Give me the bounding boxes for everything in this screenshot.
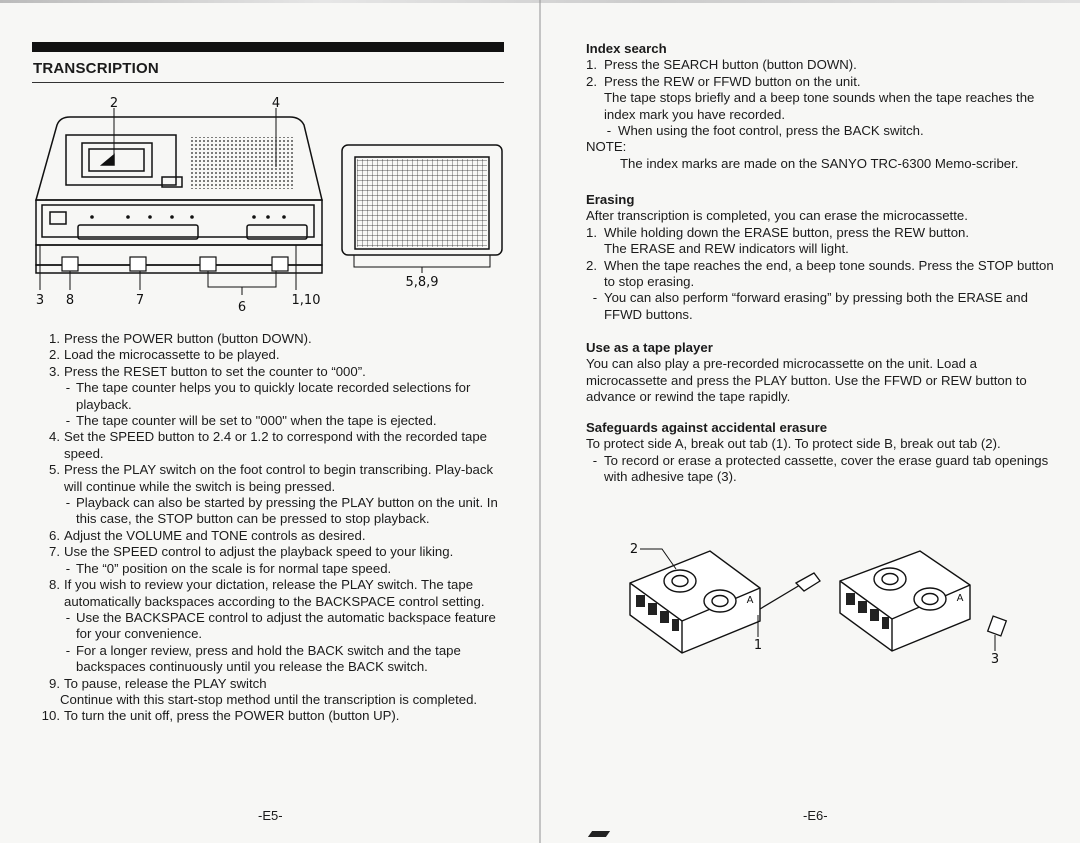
index-search-step-1: 1. Press the SEARCH button (button DOWN). [586, 57, 857, 73]
step-9: 9. To pause, release the PLAY switch [49, 675, 267, 691]
cassette-left [630, 551, 763, 653]
screwdriver [760, 573, 820, 609]
callout-tab-2: 2 [629, 542, 639, 557]
erasing-intro: After transcription is completed, you can erase the microcassette. [586, 208, 968, 224]
callout-1-10: 1,10 [291, 293, 321, 308]
step-8: 8. If you wish to review your dictation, release the PLAY switch. The tape automatically backspaces according to the BACKSPACE control setting. [49, 577, 485, 609]
step-10: 10. To turn the unit off, press the POWER button (button UP). [41, 708, 400, 724]
microcassette-diagram [610, 533, 1030, 678]
callout-6: 6 [237, 300, 247, 315]
step-8-note-a: - Use the BACKSPACE control to adjust the automatic backspace feature for your convenience. [65, 609, 496, 642]
transcription-steps [34, 331, 514, 725]
callout-3: 3 [35, 293, 45, 308]
page-title: TRANSCRIPTION [33, 60, 159, 77]
note-text: The index marks are made on the SANYO TRC-6300 Memo-scriber. [620, 155, 1019, 171]
safeguards-section [586, 420, 1056, 486]
step-2: 2. Load the microcassette to be played. [49, 347, 280, 363]
index-search-section [586, 41, 1056, 172]
index-search-step-2-note: - When using the foot control, press the BACK switch. [606, 123, 924, 139]
page-number-right: -E6- [803, 808, 828, 823]
step-4: 4. Set the SPEED button to 2.4 or 1.2 to correspond with the recorded tape speed. [49, 429, 487, 461]
adhesive-tape-piece [988, 616, 1007, 636]
erasing-step-1-detail: The ERASE and REW indicators will light. [604, 241, 849, 257]
slide-switches [62, 257, 288, 271]
foot-control-pad [357, 159, 487, 247]
front-indicators [90, 215, 286, 219]
index-search-step-2: 2. Press the REW or FFWD button on the unit. [586, 73, 861, 89]
callout-7: 7 [135, 293, 145, 308]
title-bar [32, 42, 504, 52]
erasing-heading: Erasing [586, 192, 635, 207]
erasing-step-1: 1. While holding down the ERASE button, press the REW button. [586, 224, 970, 240]
step-7-note: - The “0” position on the scale is for normal tape speed. [65, 560, 392, 576]
callout-tape-3: 3 [990, 652, 1000, 667]
step-3-note-b: - The tape counter will be set to "000" when the tape is ejected. [65, 413, 437, 429]
callout-tab-1: 1 [753, 638, 763, 653]
step-1: 1. Press the POWER button (button DOWN). [49, 331, 312, 346]
side-label-left: A [746, 595, 754, 606]
tape-player-body: You can also play a pre-recorded microcassette on the unit. Load a microcassette and press the PLAY button. Use the FFWD or REW button to advance or rewind the tape rapidly. [586, 356, 1027, 405]
page-number-left: -E5- [258, 808, 283, 823]
callout-5-8-9: 5,8,9 [405, 275, 439, 290]
title-rule [32, 82, 504, 83]
step-5-note: - Playback can also be started by pressing the PLAY button on the unit. In this case, the STOP button can be pressed to stop playback. [65, 495, 498, 527]
callout-8: 8 [65, 293, 75, 308]
step-3-note-a: - The tape counter helps you to quickly locate recorded selections for playback. [65, 380, 471, 412]
tape-player-section [586, 340, 1056, 406]
index-search-step-2-detail: The tape stops briefly and a beep tone sounds when the tape reaches the index mark you have recorded. [604, 90, 1035, 122]
index-search-heading: Index search [586, 41, 667, 56]
safeguards-heading: Safeguards against accidental erasure [586, 420, 828, 435]
speaker-grille [190, 137, 294, 189]
erasing-step-2: 2. When the tape reaches the end, a beep tone sounds. Press the STOP button to stop erasing. [586, 257, 1054, 290]
step-9-continued: Continue with this start-stop method until the transcription is completed. [60, 691, 478, 707]
erasing-section [586, 192, 1056, 323]
safeguards-note: - To record or erase a protected cassette, cover the erase guard tab openings with adhesive tape (3). [592, 452, 1049, 485]
step-7: 7. Use the SPEED control to adjust the playback speed to your liking. [49, 544, 454, 560]
transcriber-diagram [22, 95, 512, 317]
note-label: NOTE: [586, 139, 627, 155]
tape-player-heading: Use as a tape player [586, 340, 713, 355]
step-3: 3. Press the RESET button to set the counter to “000”. [49, 363, 366, 379]
step-6: 6. Adjust the VOLUME and TONE controls as desired. [49, 527, 366, 543]
erasing-note: - You can also perform “forward erasing” by pressing both the ERASE and FFWD buttons. [592, 290, 1028, 322]
step-5: 5. Press the PLAY switch on the foot control to begin transcribing. Play-back will continue while the switch is being pressed. [49, 462, 494, 494]
side-label-right: A [956, 593, 964, 604]
callout-2: 2 [109, 96, 119, 111]
callout-4: 4 [271, 96, 281, 111]
step-8-note-b: - For a longer review, press and hold the BACK switch and the tape backspaces continuously until you release the BACK switch. [65, 642, 461, 675]
safeguards-body: To protect side A, break out tab (1). To protect side B, break out tab (2). [586, 436, 1001, 452]
